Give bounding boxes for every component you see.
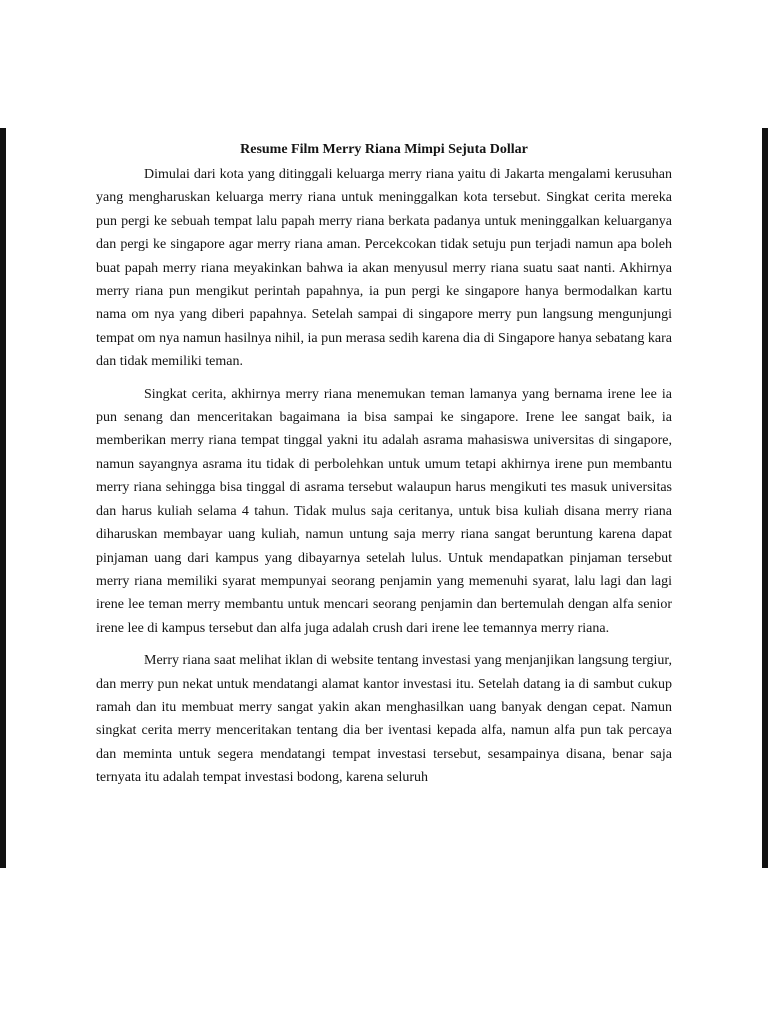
right-page-border	[762, 128, 768, 868]
paragraph-3: Merry riana saat melihat iklan di website tentang investasi yang menjanjikan langsung tergiur, dan merry pun nekat untuk mendatangi alamat kantor investasi itu. Setelah datang ia di sambut cukup ramah dan itu membuat merry sangat yakin akan menghasilkan uang banyak dengan cepat. Namun singkat cerita merry menceritakan tentang dia ber iventasi kepada alfa, namun alfa pun tak percaya dan meminta untuk segera mendatangi tempat investasi tersebut, sesampainya disana, benar saja ternyata itu adalah tempat investasi bodong, karena seluruh	[96, 653, 672, 786]
document-title: Resume Film Merry Riana Mimpi Sejuta Dollar	[240, 142, 528, 157]
paragraph-1: Dimulai dari kota yang ditinggali keluarga merry riana yaitu di Jakarta mengalami kerusuhan yang mengharuskan keluarga merry riana untuk meninggalkan kota tersebut. Singkat cerita mereka pun pergi ke sebuah tempat lalu papah merry riana berkata padanya untuk meninggalkan keluarganya dan pergi ke singapore agar merry riana aman. Percekcokan tidak setuju pun terjadi namun apa boleh buat papah merry riana meyakinkan bahwa ia akan menyusul merry riana suatu saat nanti. Akhirnya merry riana pun mengikut perintah papahnya, ia pun pergi ke singapore hanya bermodalkan kartu nama om nya yang diberi papahnya. Setelah sampai di singapore merry pun langsung mengunjungi tempat om nya namun hasilnya nihil, ia pun merasa sedih karena dia di Singapore hanya sebatang kara dan tidak memiliki teman.	[96, 167, 672, 370]
paragraph-2: Singkat cerita, akhirnya merry riana menemukan teman lamanya yang bernama irene lee ia pun senang dan menceritakan bagaimana ia bisa sampai ke singapore. Irene lee sangat baik, ia memberikan merry riana tempat tinggal yakni itu adalah asrama mahasiswa universitas di singapore, namun sayangnya asrama itu tidak di perbolehkan untuk umum tetapi akhirnya irene pun membantu merry riana sehingga bisa tinggal di asrama tersebut walaupun harus mengikuti tes masuk universitas dan harus kuliah selama 4 tahun. Tidak mulus saja ceritanya, untuk bisa kuliah disana merry riana diharuskan membayar uang kuliah, namun untung saja merry riana sangat beruntung karena dapat pinjaman uang dari kampus yang dibayarnya setelah lulus. Untuk mendapatkan pinjaman tersebut merry riana memiliki syarat mempunyai seorang penjamin yang memenuhi syarat, lalu lagi dan lagi irene lee teman merry membantu untuk mencari seorang penjamin dan bertemulah dengan alfa senior irene lee di kampus tersebut dan alfa juga adalah crush dari irene lee temannya merry riana.	[96, 386, 672, 636]
document-body	[96, 141, 672, 790]
left-page-border	[0, 128, 6, 868]
